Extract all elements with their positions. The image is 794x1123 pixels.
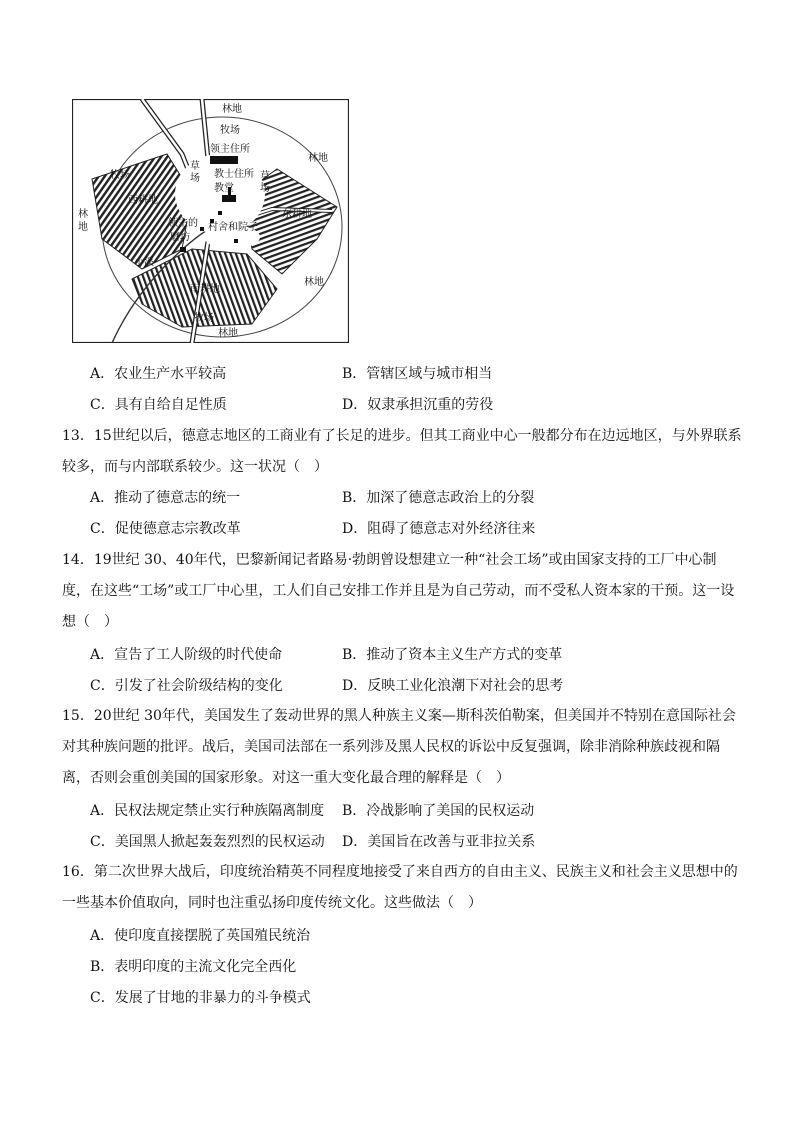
q15-option-b[interactable]: B．冷战影响了美国的民权运动 xyxy=(342,803,535,819)
q16-option-b[interactable]: B．表明印度的主流文化完全西化 xyxy=(90,959,297,975)
map-label: 林地 xyxy=(218,328,238,339)
q15-option-d[interactable]: D．美国旨在改善与亚非拉关系 xyxy=(342,834,536,850)
map-label: 草 xyxy=(190,161,200,172)
map-label: 教士住所 xyxy=(214,169,254,180)
q15-option-c[interactable]: C．美国黑人掀起轰轰烈烈的民权运动 xyxy=(90,834,325,850)
q14-option-d[interactable]: D．反映工业化浪潮下对社会的思考 xyxy=(342,678,564,694)
q14-option-a[interactable]: A．宣告了工人阶级的时代使命 xyxy=(90,647,283,663)
church-building xyxy=(222,195,236,202)
map-label: 南耕地 xyxy=(190,284,220,295)
map-label: 牧场 xyxy=(194,313,214,324)
q13-option-c[interactable]: C．促使德意志宗教改革 xyxy=(90,521,241,537)
q15-option-a[interactable]: A．民权法规定禁止实行种族隔离制度 xyxy=(90,803,325,819)
lord-house-building xyxy=(210,156,238,164)
map-label: 教堂 xyxy=(214,183,234,194)
q16-option-c[interactable]: C．发展了甘地的非暴力的斗争模式 xyxy=(90,990,311,1006)
q15-stem: 15．20世纪 30年代，美国发生了轰动世界的黑人种族主义案—斯科茨伯勒案，但美国并不特别在意国际社会对其种族问题的批评。战后，美国司法部在一系列涉及黑人民权的诉讼中反复强调，除非消除种族歧视和隔离，否则会重创美国的国家形象。对这一重大变化最合理的解释是（ ） xyxy=(62,708,736,786)
q14-option-c[interactable]: C．引发了社会阶级结构的变化 xyxy=(90,678,283,694)
q13-option-d[interactable]: D．阻碍了德意志对外经济往来 xyxy=(342,521,536,537)
map-label: 场 xyxy=(260,183,270,194)
q14-stem: 14．19世纪 30、40年代，巴黎新闻记者路易·勃朗曾设想建立一种“社会工场”或由国家支持的工厂中心制度，在这些“工场”或工厂中心里，工人们自己安排工作并且是为自己劳动，而不受私人资本家的干预。这一设想（ ） xyxy=(62,552,735,630)
q12-option-b[interactable]: B．管辖区域与城市相当 xyxy=(342,366,493,382)
map-label: 林地 xyxy=(304,277,324,288)
q12-option-c[interactable]: C．具有自给自足性质 xyxy=(90,397,227,413)
map-label: 东耕地 xyxy=(282,209,312,220)
map-label: 地 xyxy=(78,222,88,233)
manor-map-figure xyxy=(72,99,349,343)
map-label: 草 xyxy=(260,171,270,182)
q13-stem: 13．15世纪以后，德意志地区的工商业有了长足的进步。但其工商业中心一般都分布在边远地区，与外界联系较多，而与内部联系较少。这一状况（ ） xyxy=(62,428,742,475)
map-label: 场 xyxy=(190,173,200,184)
map-label: 领主的 xyxy=(168,218,198,229)
map-label: 林 xyxy=(78,209,88,220)
map-label: 磨坊 xyxy=(170,232,190,243)
q14-option-b[interactable]: B．推动了资本主义生产方式的变革 xyxy=(342,647,563,663)
q13-option-b[interactable]: B．加深了德意志政治上的分裂 xyxy=(342,490,535,506)
map-label: 西耕地 xyxy=(128,195,158,206)
map-label: 林地 xyxy=(308,153,328,164)
map-label: 牧场 xyxy=(110,170,130,181)
q13-option-a[interactable]: A．推动了德意志的统一 xyxy=(90,490,241,506)
map-label: 小溪 xyxy=(134,257,154,268)
q12-option-d[interactable]: D．奴隶承担沉重的劳役 xyxy=(342,397,494,413)
map-label: 领主住所 xyxy=(210,144,250,155)
mill-building xyxy=(180,247,186,252)
map-label: 牧场 xyxy=(220,125,240,136)
manor-map xyxy=(72,99,349,343)
q16-option-a[interactable]: A．使印度直接摆脱了英国殖民统治 xyxy=(90,928,311,944)
q12-option-a[interactable]: A．农业生产水平较高 xyxy=(90,366,227,382)
map-label: 林地 xyxy=(222,104,242,115)
q16-stem: 16．第二次世界大战后，印度统治精英不同程度地接受了来自西方的自由主义、民族主义和社会主义思想中的一些基本价值取向，同时也注重弘扬印度传统文化。这些做法（ ） xyxy=(62,864,738,911)
map-label: 村舍和院子 xyxy=(208,222,258,233)
